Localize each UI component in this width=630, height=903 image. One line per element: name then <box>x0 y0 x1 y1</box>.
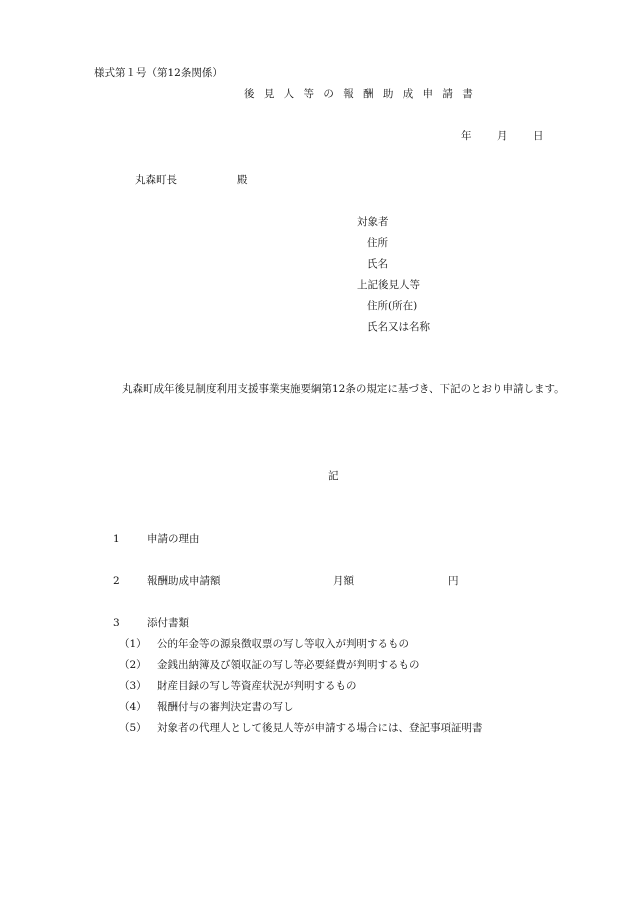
attachment-item <box>119 723 483 734</box>
item-3-label: 添付書類 <box>147 617 189 629</box>
monthly-amount-label: 月額 <box>333 575 354 587</box>
item-2 <box>113 576 221 587</box>
item-1-label: 申請の理由 <box>147 533 200 545</box>
date-year: 年 <box>461 130 472 142</box>
attachment-item <box>119 702 294 713</box>
attachment-text: 報酬付与の審判決定書の写し <box>157 701 294 713</box>
item-2-label: 報酬助成申請額 <box>147 575 221 587</box>
attachment-number: （2） <box>119 659 147 671</box>
ki-heading: 記 <box>328 470 339 482</box>
date-month: 月 <box>497 130 508 142</box>
item-1-number: 1 <box>113 533 120 545</box>
attachment-item <box>119 660 420 671</box>
subject-address-label: 住所 <box>367 237 388 249</box>
body-paragraph: 丸森町成年後見制度利用支援事業実施要綱第12条の規定に基づき、下記のとおり申請します。 <box>122 383 565 395</box>
attachment-item <box>119 681 357 692</box>
item-3 <box>113 618 189 629</box>
guardian-address-label: 住所(所在) <box>367 300 418 312</box>
attachment-number: （5） <box>119 722 147 734</box>
attachment-text: 対象者の代理人として後見人等が申請する場合には、登記事項証明書 <box>157 722 483 734</box>
page-title: 後 見 人 等 の 報 酬 助 成 申 請 書 <box>244 88 476 100</box>
attachment-number: （4） <box>119 701 147 713</box>
form-number: 様式第１号（第12条関係） <box>94 67 223 79</box>
attachment-text: 公的年金等の源泉徴収票の写し等収入が判明するもの <box>157 638 409 650</box>
yen-unit: 円 <box>448 575 459 587</box>
subject-name-label: 氏名 <box>367 258 388 270</box>
attachment-number: （3） <box>119 680 147 692</box>
guardian-name-label: 氏名又は名称 <box>367 321 430 333</box>
date-day: 日 <box>533 130 544 142</box>
attachment-number: （1） <box>119 638 147 650</box>
addressee-honorific: 殿 <box>237 174 248 186</box>
item-1 <box>113 534 200 545</box>
guardian-label: 上記後見人等 <box>357 279 420 291</box>
item-2-number: 2 <box>113 575 120 587</box>
addressee-name: 丸森町長 <box>135 174 177 186</box>
attachment-item <box>119 639 409 650</box>
subject-label: 対象者 <box>357 216 389 228</box>
item-3-number: 3 <box>113 617 120 629</box>
attachment-text: 財産目録の写し等資産状況が判明するもの <box>157 680 357 692</box>
attachment-text: 金銭出納簿及び領収証の写し等必要経費が判明するもの <box>157 659 420 671</box>
